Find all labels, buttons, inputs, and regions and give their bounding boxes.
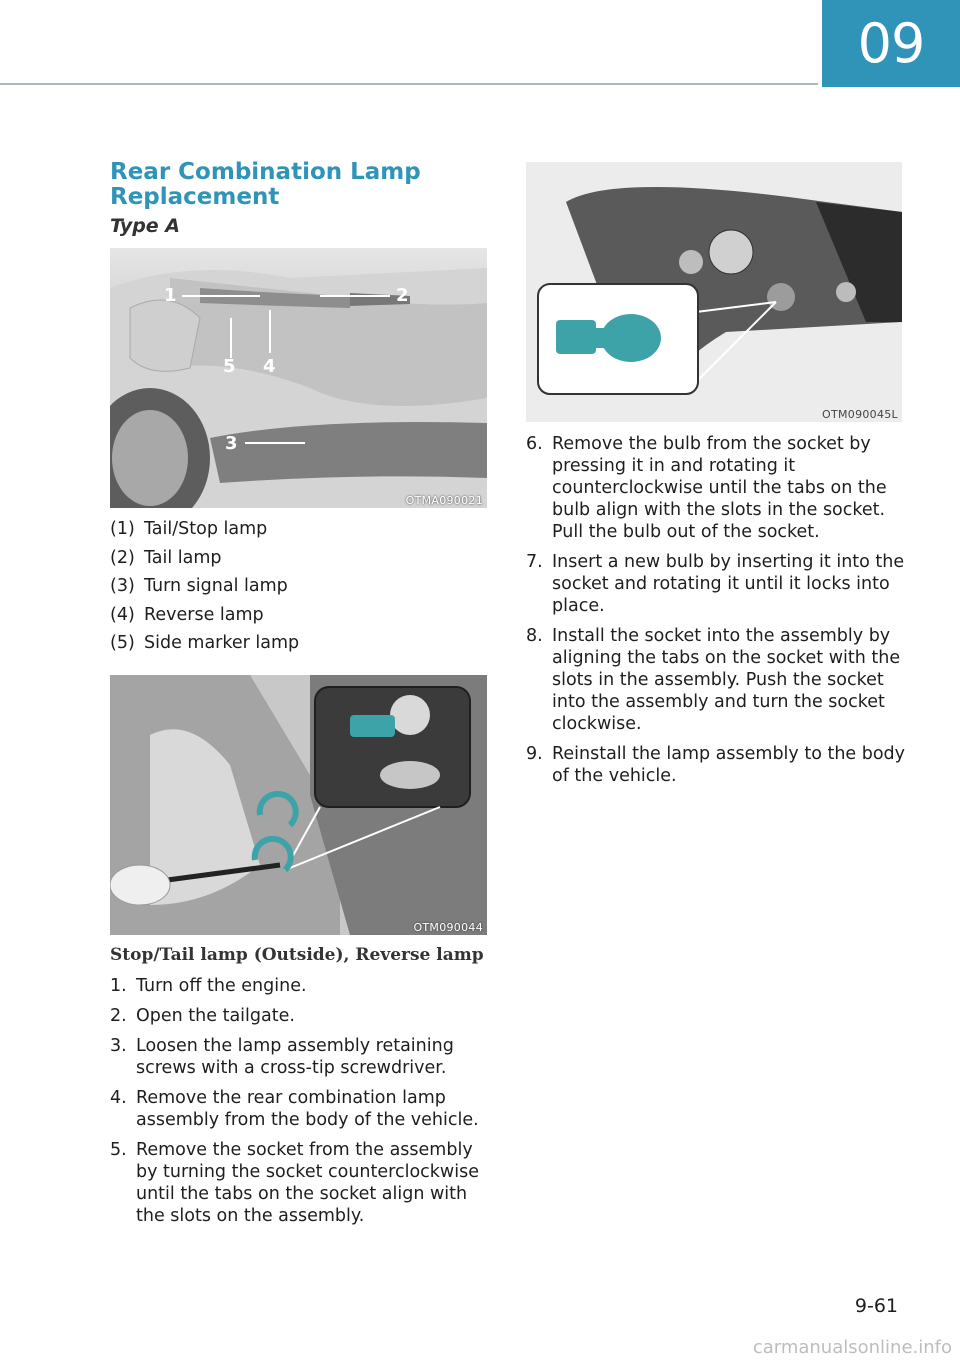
step-item: 9. Reinstall the lamp assembly to the body of the vehicle. [526, 744, 906, 786]
figure-code: OTMA090021 [405, 494, 483, 507]
figure-vehicle-rear [110, 248, 487, 508]
legend-item: (3) Turn signal lamp [110, 576, 288, 596]
callout-1: 1 [164, 285, 177, 306]
legend-item: (4) Reverse lamp [110, 604, 264, 625]
steps-list-right [526, 433, 906, 795]
steps-list-left [110, 975, 490, 1235]
figure-bulb-socket [526, 162, 902, 422]
step-item: 4. Remove the rear combination lamp assembly from the body of the vehicle. [110, 1088, 479, 1130]
chapter-tab: 09 [822, 0, 960, 87]
step-item: 8. Install the socket into the assembly by aligning the tabs on the socket with the slots in the assembly. Push the socket into the assembly and turn the socket clockwise. [526, 626, 901, 734]
step-item: 7. Insert a new bulb by inserting it into the socket and rotating it until it locks into place. [526, 552, 905, 616]
legend-item: (2) Tail lamp [110, 547, 222, 568]
section-title: Rear Combination Lamp Replacement [110, 159, 421, 210]
type-label: Type A [110, 215, 181, 237]
figure-code: OTM090045L [822, 408, 898, 421]
procedure-subheading: Stop/Tail lamp (Outside), Reverse lamp [110, 945, 484, 965]
watermark-link[interactable]: carmanualsonline.info [752, 1337, 952, 1358]
figure-code: OTM090044 [413, 921, 483, 934]
screw-removal-illustration [110, 675, 487, 935]
callout-2: 2 [396, 285, 409, 306]
callout-5: 5 [223, 356, 236, 377]
step-item: 6. Remove the bulb from the socket by pressing it in and rotating it counterclockwise until the tabs on the bulb align with the slots in the socket. Pull the bulb out of the socket. [526, 434, 887, 542]
legend-item: (1) Tail/Stop lamp [110, 519, 268, 539]
step-item: 1. Turn off the engine. [110, 976, 307, 996]
header-rule [0, 83, 818, 85]
step-item: 2. Open the tailgate. [110, 1006, 295, 1026]
page-number: 9-61 [854, 1295, 898, 1317]
bulb-socket-illustration [526, 162, 902, 422]
callout-3: 3 [225, 433, 238, 454]
step-item: 5. Remove the socket from the assembly by turning the socket counterclockwise until the tabs on the socket align with the slots on the assembly. [110, 1140, 479, 1226]
figure-screw-removal [110, 675, 487, 935]
callout-4: 4 [263, 356, 276, 377]
legend-item: (5) Side marker lamp [110, 633, 300, 653]
lamp-legend [110, 517, 299, 660]
step-item: 3. Loosen the lamp assembly retaining screws with a cross-tip screwdriver. [110, 1036, 454, 1078]
